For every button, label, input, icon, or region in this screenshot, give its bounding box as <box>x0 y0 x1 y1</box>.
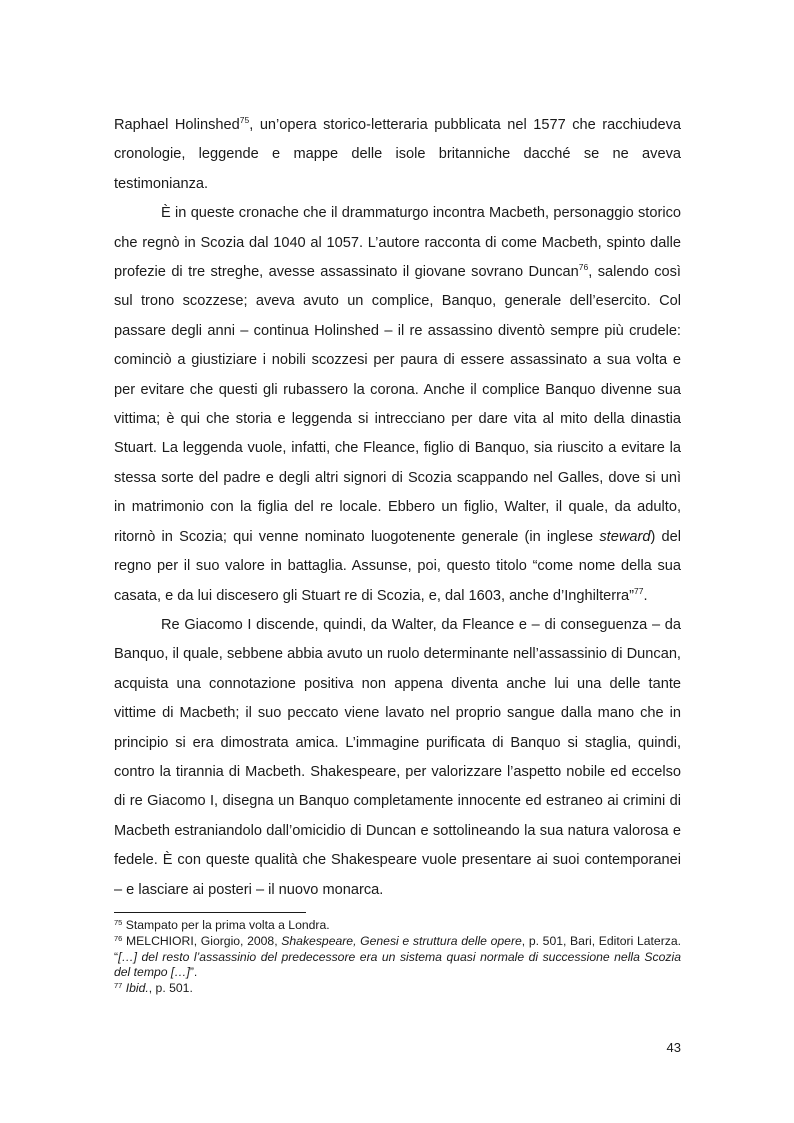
paragraph-1 <box>114 111 681 199</box>
body-text <box>114 111 681 905</box>
paragraph-text: È in queste cronache che il drammaturgo incontra Macbeth, personaggio storico che regnò in Scozia dal 1040 al 1057. L’autore racconta di come Macbeth, spinto dalle profezie di tre streghe, avesse assassinato il giovane sovrano Duncan <box>114 205 681 281</box>
paragraph-3: Re Giacomo I discende, quindi, da Walter, da Fleance e – di conseguenza – da Banquo, il quale, sebbene abbia avuto un ruolo determinante nell’assassinio di Duncan, acquista una connotazione positiva non appena diventa anche lui una delle tante vittime di Macbeth; il suo peccato viene lavato nel proprio sangue dalla mano che in principio si era dimostrata amica. L’immagine purificata di Banquo si staglia, quindi, contro la tirannia di Macbeth. Shakespeare, per valorizzare l’aspetto nobile ed eccelso di re Giacomo I, disegna un Banquo completamente innocente ed estraneo ai crimini di Macbeth estraniandolo dall’omicidio di Duncan e sottolineando la sua natura valorosa e fedele. È con queste qualità che Shakespeare vuole presentare ai suoi contemporanei – e lasciare ai posteri – il nuovo monarca. <box>114 616 681 898</box>
paragraph-text: Raphael Holinshed <box>114 117 240 133</box>
footnote-text: Stampato per la prima volta a Londra. <box>122 918 330 932</box>
paragraph-text: , salendo così sul trono scozzese; aveva avuto un complice, Banquo, generale dell’esercito. Col passare degli anni – continua Holinshed – il re assassino diventò sempre più crudele: cominciò a giustiziare i nobili scozzesi per paura di essere assassinato a sua volta e per evitare che questi gli rubassero la corona. Anche il complice Banquo divenne sua vittima; è qui che storia e leggenda si intrecciano per dare vita al mito della dinastia Stuart. La leggenda vuole, infatti, che Fleance, figlio di Banquo, sia riuscito a evitare la stessa sorte del padre e degli altri signori di Scozia scappando nel Galles, dove si unì in matrimonio con la figlia del re locale. Ebbero un figlio, Walter, il quale, da adulto, ritornò in Scozia; qui venne nominato luogotenente generale (in inglese <box>114 264 681 545</box>
footnote-ref-75[interactable]: 75 <box>239 115 250 125</box>
paragraph-text: . <box>643 587 648 604</box>
footnote-75 <box>114 918 681 934</box>
footnote-77 <box>114 981 681 997</box>
footnote-text: MELCHIORI, Giorgio, 2008, <box>122 933 282 948</box>
footnote-number: 76 <box>114 933 123 943</box>
footnote-ref-76[interactable]: 76 <box>578 262 589 273</box>
footnote-text: ”. <box>189 965 198 980</box>
paragraph-text: , un’opera storico-letteraria pubblicata nel 1577 che racchiudeva cronologie, leggende e mappe delle isole britanniche dacché se ne aveva testimonianza. <box>114 117 681 192</box>
footnote-text: , p. 501, Bari, Editori Laterza. “ <box>114 933 682 964</box>
italic-term: steward <box>599 528 651 545</box>
page-number: 43 <box>666 1040 681 1055</box>
book-title: Shakespeare, Genesi e struttura delle opere <box>281 933 522 948</box>
footnote-ref-77[interactable]: 77 <box>634 585 644 596</box>
ibid-abbrev: Ibid. <box>125 981 149 996</box>
footnote-number: 75 <box>114 918 123 927</box>
footnote-separator <box>114 912 306 913</box>
footnotes <box>114 918 681 997</box>
paragraph-2 <box>114 199 681 611</box>
footnote-text: , p. 501. <box>148 981 193 996</box>
footnote-number: 77 <box>114 981 123 991</box>
paragraph-text: ) del regno per il suo valore in battaglia. Assunse, poi, questo titolo “come nome della sua casata, e da lui discesero gli Stuart re di Scozia, e, dal 1603, anche d’Inghilterra” <box>114 528 681 604</box>
footnote-quote: […] del resto l’assassinio del predecessore era un sistema quasi normale di successione nella Scozia del tempo […] <box>114 949 681 980</box>
footnote-76 <box>114 934 681 981</box>
